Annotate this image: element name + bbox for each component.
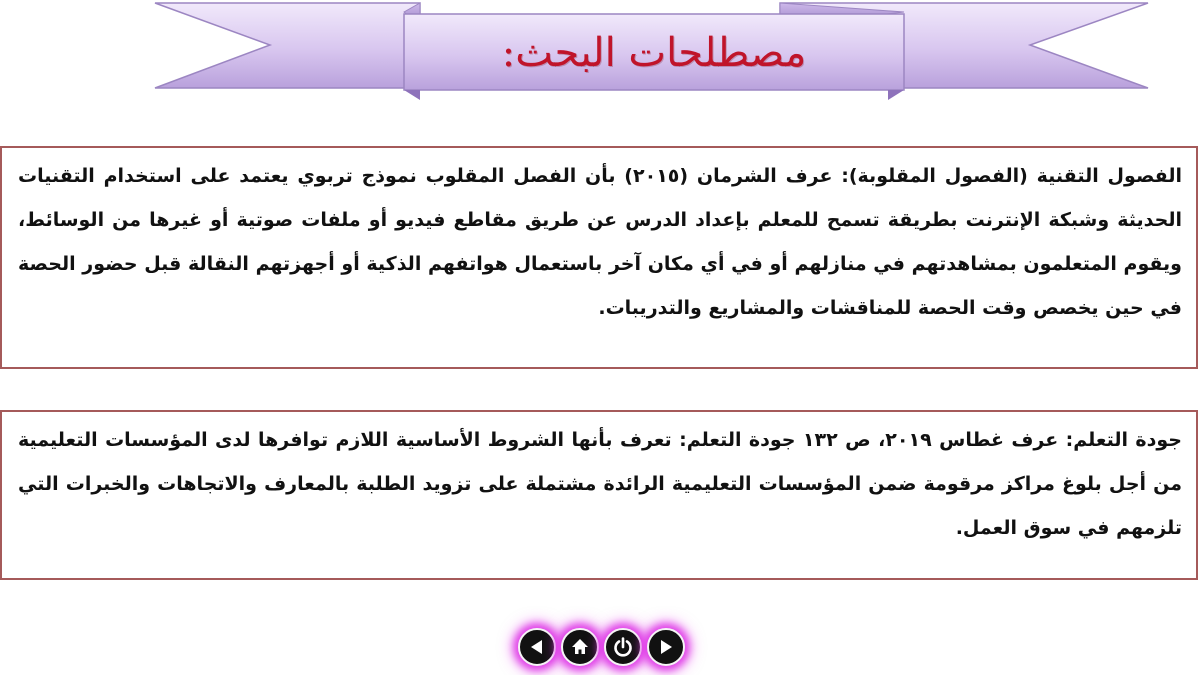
term-definition-flipped-classroom: الفصول التقنية (الفصول المقلوبة): عرف الشرمان (٢٠١٥) بأن الفصل المقلوب نموذج تربوي يعتمد على استخدام التقنيات الحديثة وشبكة الإنترنت بطريقة تسمح للمعلم بإعداد الدرس عن طريق مقاطع فيديو أو ملفات صوتية أو غيرها من الوسائط، ويقوم المتعلمون بمشاهدتهم في منازلهم أو في أي مكان آخر باستعمال هواتفهم الذكية أو أجهزتهم النقالة قبل حضور الحصة في حين يخصص وقت الحصة للمناقشات والمشاريع والتدريبات. [0,146,1198,369]
arrow-right-icon [656,637,676,657]
power-icon [612,636,634,658]
arrow-left-icon [527,637,547,657]
power-button[interactable] [604,628,642,666]
slide-navigation [508,622,690,672]
home-icon [570,637,590,657]
page-title: مصطلحات البحث: [501,30,807,76]
home-button[interactable] [561,628,599,666]
next-button[interactable] [647,628,685,666]
title-banner [0,0,1200,110]
term-definition-learning-quality: جودة التعلم: عرف غطاس ٢٠١٩، ص ١٣٢ جودة التعلم: تعرف بأنها الشروط الأساسية اللازم توافرها لدى المؤسسات التعليمية من أجل بلوغ مراكز مرقومة ضمن المؤسسات التعليمية الرائدة مشتملة على تزويد الطلبة بالمعارف والاتجاهات والخبرات التي تلزمهم في سوق العمل. [0,410,1198,580]
previous-button[interactable] [518,628,556,666]
